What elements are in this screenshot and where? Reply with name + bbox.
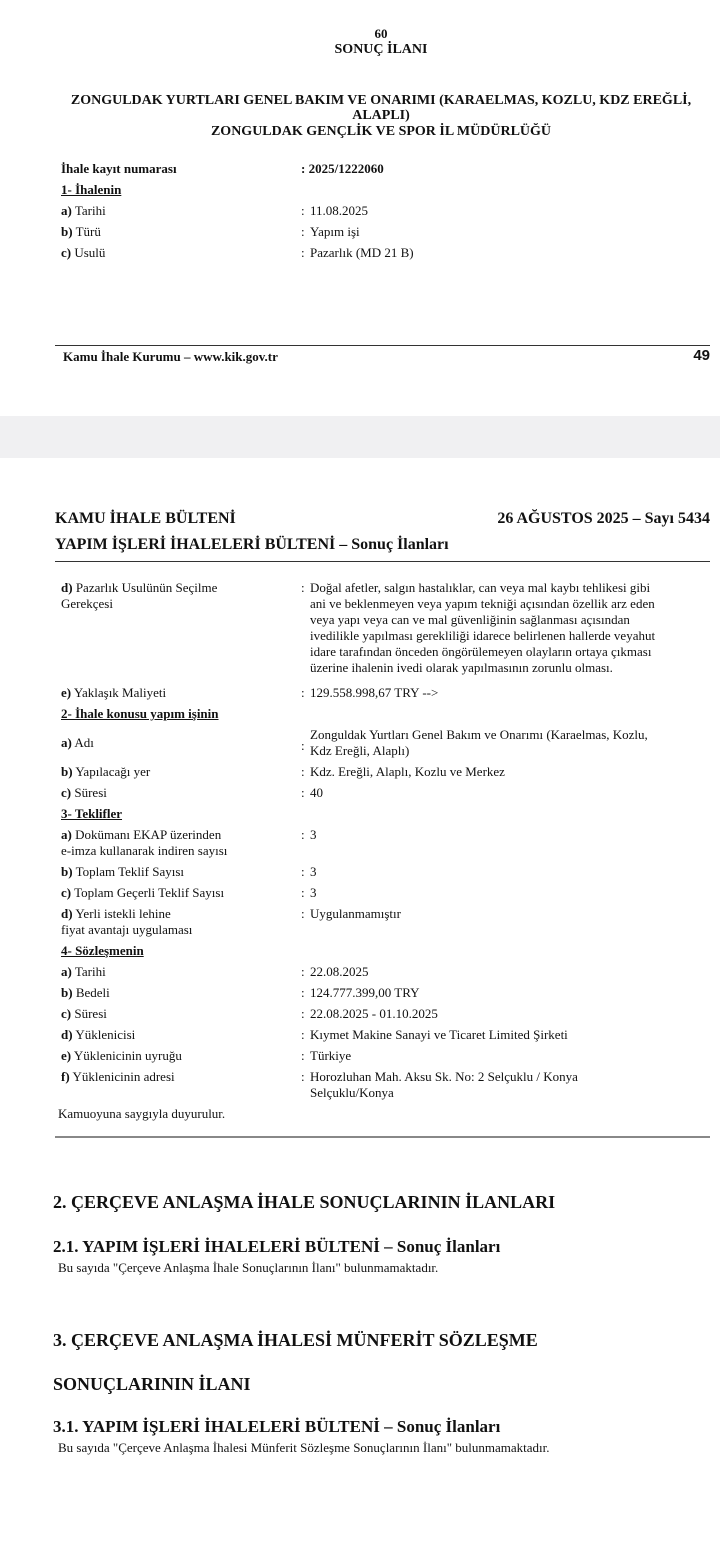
tender-row-date: a) Tarihi (61, 203, 106, 218)
section-2-1-heading: 2.1. YAPIM İŞLERİ İHALELERİ BÜLTENİ – Sonuç İlanları (53, 1237, 501, 1256)
page-bottom: KAMU İHALE BÜLTENİ 26 AĞUSTOS 2025 – Sayı 5434 YAPIM İŞLERİ İHALELERİ BÜLTENİ – Sonuç İlanları d) Pazarlık Usulünün Seçilme Gerekçesi : Doğal afetler, salgın hastalıklar, can veya mal kaybı tehlikesi gibi ani ve beklenmeyen veya yapım tekniği açısından özellik arz eden veya yapı veya can ve mal güvenliğinin sağlanması açısından ivedilikle yapılması gerekliliği idarece belirlenen hallerde veyahut idare tarafından önceden öngörülemeyen olayların ortaya çıkması üzerine ihalenin ivedi olarak yapılmasının zorunlu olması. e) Yaklaşık Maliyeti : 129.558.998,67 TRY --> 2- İhale konusu yapım işinin a) Adı : Zonguldak Yurtları Genel Bakım ve Onarımı (Karaelmas, Kozlu, Kdz Ereğli, Alaplı) b) Yapılacağı yer : Kdz. Ereğli, Alaplı, Kozlu ve Merkez c) Süresi : 40 3- Teklifler a) Dokümanı EKAP üzerinden e-imza kullanarak indiren sayısı : 3 b) Toplam Teklif Sayısı : 3 c) Toplam Geçerli Teklif Sayısı : 3 d) Yerli istekli lehine fiyat avantajı uygulaması : Uygulanmamıştır 4- Sözleşmenin a) Tarihi : 22.08.2025 b) Bedeli : 124.777.399,00 TRY c) Süresi : 22.08.2025 - 01.10.2025 d) Yüklenicisi : Kıymet Makine Sanayi ve Ticaret Limited Şirketi e) Yüklenicinin uyruğu : Türkiye f) Yüklenicinin adresi : Horozluhan Mah. Aksu Sk. No: 2 Selçuklu / Konya Selçuklu/Konya Kamuoyuna saygıyla duyurulur. 2. ÇERÇEVE ANLAŞMA İHALE SONUÇLARININ İLANLARI 2.1. YAPIM İŞLERİ İHALELERİ BÜLTENİ – Sonuç İlanları Bu sayıda "Çerçeve Anlaşma İhale Sonuçlarının İlanı" bulunmamaktadır. 3. ÇERÇEVE ANLAŞMA İHALESİ MÜNFERİT SÖZLEŞME SONUÇLARININ İLANI 3.1. YAPIM İŞLERİ İHALELERİ BÜLTENİ – Sonuç İlanları Bu sayıda "Çerçeve Anlaşma İhalesi Münferit Sözleşme Sonuçlarının İlanı" bulunmamaktadır. (0, 458, 720, 1560)
tender-row-method: c) Usulü (61, 245, 106, 260)
contract-price-label: b) Bedeli (61, 985, 110, 1000)
estimated-cost-label: e) Yaklaşık Maliyeti (61, 685, 167, 700)
work-name-value-line1: Zonguldak Yurtları Genel Bakım ve Onarımı (Karaelmas, Kozlu, (310, 727, 648, 742)
section-2-heading: 2. ÇERÇEVE ANLAŞMA İHALE SONUÇLARININ İLANLARI (53, 1192, 556, 1212)
work-location-label: b) Yapılacağı yer (61, 764, 151, 779)
work-name-value-line2: Kdz Ereğli, Alaplı) (310, 743, 410, 758)
work-duration-label: c) Süresi (61, 785, 107, 800)
tender-title-line2: ALAPLI) (352, 108, 410, 123)
work-location-value: Kdz. Ereğli, Alaplı, Kozlu ve Merkez (310, 764, 505, 779)
section-1-title: 1- İhalenin (61, 182, 122, 197)
end-divider (55, 1136, 710, 1138)
valid-bids-label: c) Toplam Geçerli Teklif Sayısı (61, 885, 225, 900)
bargain-reason-line: üzerine ihalenin ivedi olarak yapılmasının zorunlu olması. (310, 660, 613, 675)
bargain-reason-label: d) Pazarlık Usulünün Seçilme (61, 580, 218, 595)
contract-period-label: c) Süresi (61, 1006, 107, 1021)
footer-divider (55, 345, 710, 346)
bulletin-title: KAMU İHALE BÜLTENİ (55, 510, 236, 527)
contractor-address-label: f) Yüklenicinin adresi (61, 1069, 175, 1084)
contractor-address-line2: Selçuklu/Konya (310, 1085, 394, 1100)
contract-date-value: 22.08.2025 (310, 964, 369, 979)
contractor-nationality-value: Türkiye (310, 1048, 352, 1063)
bulletin-subtitle: YAPIM İŞLERİ İHALELERİ BÜLTENİ – Sonuç İlanları (55, 536, 449, 553)
tender-date-value: 11.08.2025 (310, 203, 369, 218)
bargain-reason-line: idare tarafından önceden öngörülemeyen olayların ortaya çıkması (310, 644, 652, 659)
contractor-value: Kıymet Makine Sanayi ve Ticaret Limited Şirketi (310, 1027, 568, 1042)
bargain-reason-label-cont: Gerekçesi (61, 596, 113, 611)
contract-date-label: a) Tarihi (61, 964, 106, 979)
header-divider (55, 561, 710, 562)
section-3-title: 3- Teklifler (61, 806, 123, 821)
section-2-title: 2- İhale konusu yapım işinin (61, 706, 219, 721)
page-number: 60 (374, 26, 388, 41)
footer-publisher: Kamu İhale Kurumu – www.kik.gov.tr (63, 349, 278, 364)
page-top: 60 SONUÇ İLANI ZONGULDAK YURTLARI GENEL BAKIM VE ONARIMI (KARAELMAS, KOZLU, KDZ EREĞLİ, ALAPLI) ZONGULDAK GENÇLİK VE SPOR İL MÜDÜRLÜĞÜ İhale kayıt numarası : 2025/1222060 1- İhalenin a) Tarihi : 11.08.2025 b) Türü : Yapım işi c) Usulü : Pazarlık (MD 21 B) Kamu İhale Kurumu – www.kik.gov.tr 49 (0, 0, 720, 416)
registry-label: İhale kayıt numarası (61, 161, 177, 176)
contract-period-value: 22.08.2025 - 01.10.2025 (310, 1006, 438, 1021)
registry-value: : 2025/1222060 (301, 161, 384, 176)
downloads-label: a) Dokümanı EKAP üzerinden (61, 827, 222, 842)
total-bids-value: 3 (310, 864, 317, 879)
valid-bids-value: 3 (310, 885, 317, 900)
closing-statement: Kamuoyuna saygıyla duyurulur. (58, 1106, 226, 1121)
authority-name: ZONGULDAK GENÇLİK VE SPOR İL MÜDÜRLÜĞÜ (210, 124, 552, 139)
work-duration-value: 40 (310, 785, 323, 800)
tender-method-value: Pazarlık (MD 21 B) (310, 245, 414, 260)
domestic-advantage-label-cont: fiyat avantajı uygulaması (61, 922, 193, 937)
work-name-label: a) Adı (61, 735, 94, 750)
contractor-address-line1: Horozluhan Mah. Aksu Sk. No: 2 Selçuklu / Konya (310, 1069, 578, 1084)
downloads-value: 3 (310, 827, 317, 842)
domestic-advantage-label: d) Yerli istekli lehine (61, 906, 171, 921)
contract-price-value: 124.777.399,00 TRY (310, 985, 420, 1000)
contractor-label: d) Yüklenicisi (61, 1027, 136, 1042)
section-4-title: 4- Sözleşmenin (61, 943, 144, 958)
section-2-1-note: Bu sayıda "Çerçeve Anlaşma İhale Sonuçlarının İlanı" bulunmamaktadır. (58, 1260, 439, 1275)
bargain-reason-line: ani ve beklenmeyen veya yapım tekniği açısından özellik arz eden (310, 596, 655, 611)
bargain-reason-line: ivedilikle yapılması gerekliliği idarece belirlenen hallerde veyahut (310, 628, 656, 643)
domestic-advantage-value: Uygulanmamıştır (310, 906, 401, 921)
estimated-cost-value: 129.558.998,67 TRY --> (310, 685, 439, 700)
total-bids-label: b) Toplam Teklif Sayısı (61, 864, 185, 879)
contractor-nationality-label: e) Yüklenicinin uyruğu (61, 1048, 182, 1063)
section-3-heading-line1: 3. ÇERÇEVE ANLAŞMA İHALESİ MÜNFERİT SÖZLEŞME (53, 1330, 538, 1350)
tender-title-line1: ZONGULDAK YURTLARI GENEL BAKIM VE ONARIMI (KARAELMAS, KOZLU, KDZ EREĞLİ, (70, 93, 692, 108)
bargain-reason-line: veya yapı veya can ve mal güvenliğinin sağlanması açısından (310, 612, 630, 627)
section-3-1-heading: 3.1. YAPIM İŞLERİ İHALELERİ BÜLTENİ – Sonuç İlanları (53, 1417, 501, 1436)
tender-type-value: Yapım işi (310, 224, 360, 239)
result-notice-heading: SONUÇ İLANI (334, 42, 428, 57)
section-3-heading-line2: SONUÇLARININ İLANI (53, 1374, 251, 1394)
footer-page-number: 49 (693, 347, 710, 364)
bulletin-date-issue: 26 AĞUSTOS 2025 – Sayı 5434 (497, 510, 710, 527)
page-separator (0, 416, 720, 458)
section-3-1-note: Bu sayıda "Çerçeve Anlaşma İhalesi Münferit Sözleşme Sonuçlarının İlanı" bulunmamaktadır. (58, 1440, 550, 1455)
tender-row-type: b) Türü (61, 224, 101, 239)
bargain-reason-line: Doğal afetler, salgın hastalıklar, can veya mal kaybı tehlikesi gibi (310, 580, 651, 595)
downloads-label-cont: e-imza kullanarak indiren sayısı (61, 843, 228, 858)
